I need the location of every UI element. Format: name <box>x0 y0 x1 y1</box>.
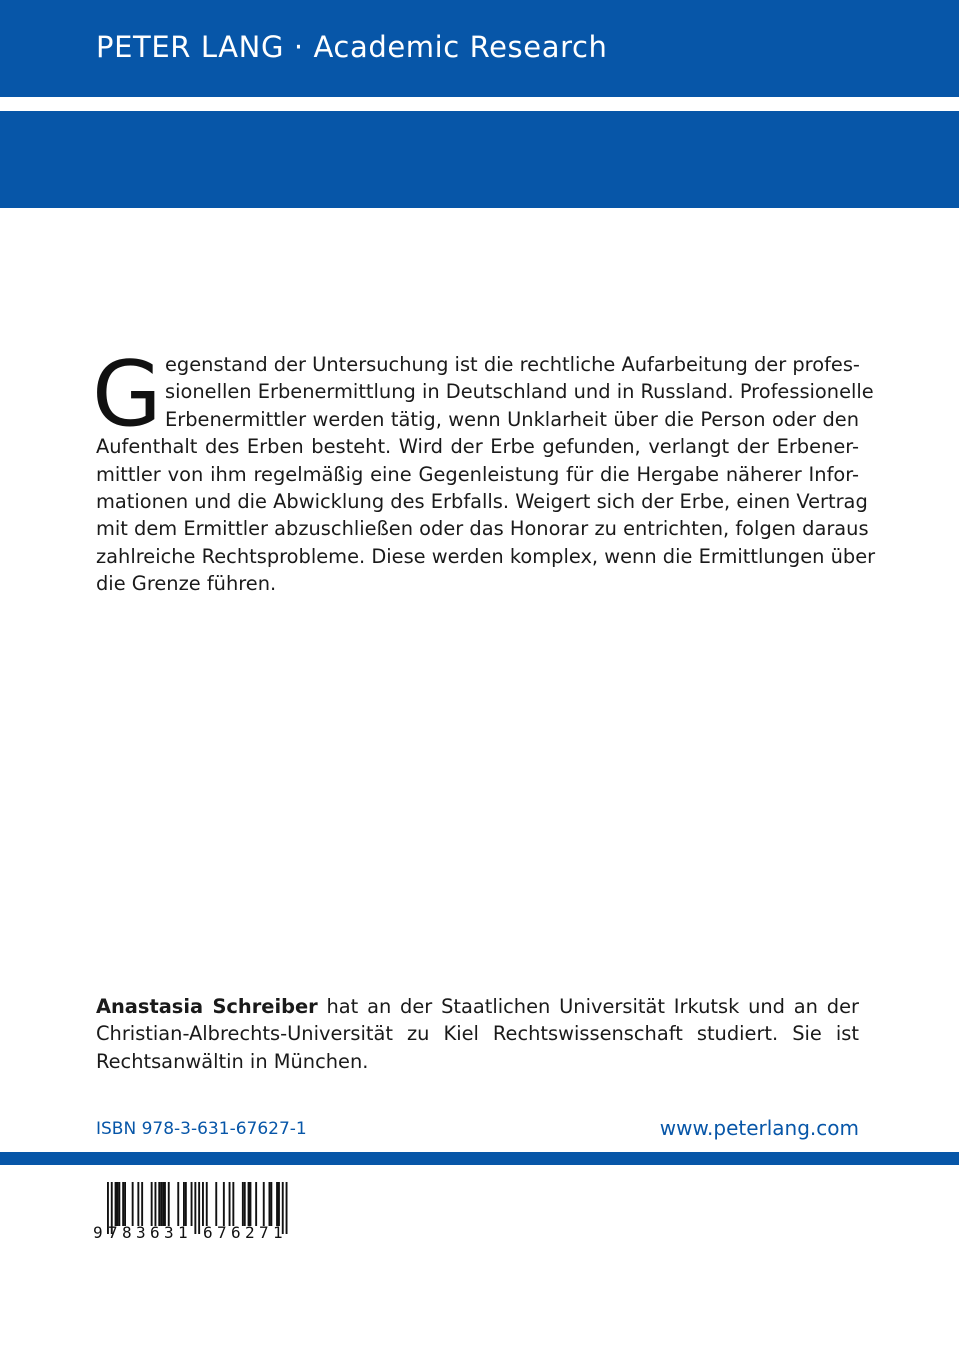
bio-line: Christian-Albrechts-Universität zu Kiel Rechtswissenschaft studiert. Sie ist <box>96 1022 859 1046</box>
barcode-bar <box>158 1182 160 1226</box>
barcode-bar <box>263 1182 265 1226</box>
barcode-bar <box>185 1182 187 1226</box>
barcode-bar <box>229 1182 231 1226</box>
description-line: egenstand der Untersuchung ist die rechtliche Aufarbeitung der profes- <box>165 353 860 376</box>
barcode-bar <box>118 1182 120 1226</box>
barcode-bar <box>223 1182 225 1226</box>
barcode-bar <box>124 1182 126 1226</box>
barcode-bar <box>183 1182 185 1226</box>
barcode-digit: 7 <box>108 1223 118 1242</box>
barcode-bar <box>137 1182 139 1226</box>
description-line: sionellen Erbenermittlung in Deutschland und in Russland. Professionelle <box>165 380 874 404</box>
barcode-bar <box>244 1182 246 1226</box>
bio-text: hat an der Staatlichen Universität Irkutsk und an der <box>317 995 859 1018</box>
barcode-bar <box>160 1182 162 1226</box>
barcode-digit: 6 <box>231 1223 241 1242</box>
barcode-digit: 3 <box>136 1223 146 1242</box>
barcode-digit: 6 <box>150 1223 160 1242</box>
barcode-bar <box>177 1182 179 1226</box>
description-line: mit dem Ermittler abzuschließen oder das Honorar zu entrichten, folgen daraus <box>96 517 869 541</box>
description-line: mationen und die Abwicklung des Erbfalls. Weigert sich der Erbe, einen Vertrag <box>96 489 868 513</box>
barcode-digit: 7 <box>217 1223 227 1242</box>
barcode-bar <box>151 1182 153 1226</box>
author-bio <box>96 993 859 1075</box>
barcode-bar <box>242 1182 244 1226</box>
barcode-bar <box>270 1182 272 1226</box>
author-name: Anastasia Schreiber <box>96 995 318 1018</box>
barcode-bar <box>155 1182 157 1226</box>
series-band <box>0 111 959 286</box>
barcode-bar <box>202 1182 204 1226</box>
bio-line: Rechtsanwältin in München. <box>96 1049 369 1073</box>
barcode-digit: 9 <box>93 1223 103 1242</box>
barcode-bar <box>194 1182 196 1234</box>
barcode-digit: 3 <box>164 1223 174 1242</box>
publisher-line: PETER LANG · Academic Research <box>96 30 608 64</box>
barcode-bar <box>255 1182 257 1226</box>
description-line: zahlreiche Rechtsprobleme. Diese werden komplex, wenn die Ermittlungen über <box>96 544 876 568</box>
barcode-bar <box>276 1182 278 1226</box>
barcode-bar <box>141 1182 143 1226</box>
barcode-bar <box>164 1182 166 1226</box>
book-description <box>92 342 876 598</box>
barcode-digit: 2 <box>245 1223 255 1242</box>
barcode-bar <box>215 1182 217 1226</box>
barcode-bar <box>191 1182 193 1226</box>
barcode-bar <box>269 1182 271 1226</box>
isbn: ISBN 978-3-631-67627-1 <box>96 1119 307 1139</box>
barcode-bar <box>198 1182 200 1234</box>
barcode-bar <box>115 1182 117 1226</box>
barcode-bar <box>122 1182 124 1226</box>
barcode-digit: 6 <box>203 1223 213 1242</box>
footer-rule <box>0 1152 959 1165</box>
barcode-digit: 1 <box>178 1223 188 1242</box>
barcode-digit: 7 <box>259 1223 269 1242</box>
barcode <box>93 1178 293 1242</box>
description-line: die Grenze führen. <box>96 572 277 596</box>
website-link[interactable]: www.peterlang.com <box>659 1116 859 1140</box>
barcode-digit: 8 <box>122 1223 132 1242</box>
publisher-header-band <box>0 0 959 97</box>
description-line: Erbenermittler werden tätig, wenn Unklarheit über die Person oder den <box>165 407 859 431</box>
barcode-bar <box>206 1182 208 1226</box>
barcode-bar <box>232 1182 234 1226</box>
barcode-bar <box>286 1182 288 1234</box>
barcode-bar <box>162 1182 164 1226</box>
barcode-bar <box>168 1182 170 1226</box>
description-line: mittler von ihm regelmäßig eine Gegenleistung für die Hergabe näherer Infor- <box>96 462 859 486</box>
bio-line <box>96 993 859 1020</box>
barcode-bar <box>132 1182 134 1226</box>
barcode-bar <box>278 1182 280 1226</box>
description-line: Aufenthalt des Erben besteht. Wird der Erbe gefunden, verlangt der Erbener- <box>96 435 859 459</box>
series-number: II / 5862 <box>96 252 216 286</box>
barcode-digit: 1 <box>273 1223 283 1242</box>
barcode-bar <box>117 1182 119 1226</box>
barcode-bar <box>248 1182 250 1226</box>
drop-cap: G <box>92 342 162 447</box>
barcode-bar <box>250 1182 252 1226</box>
